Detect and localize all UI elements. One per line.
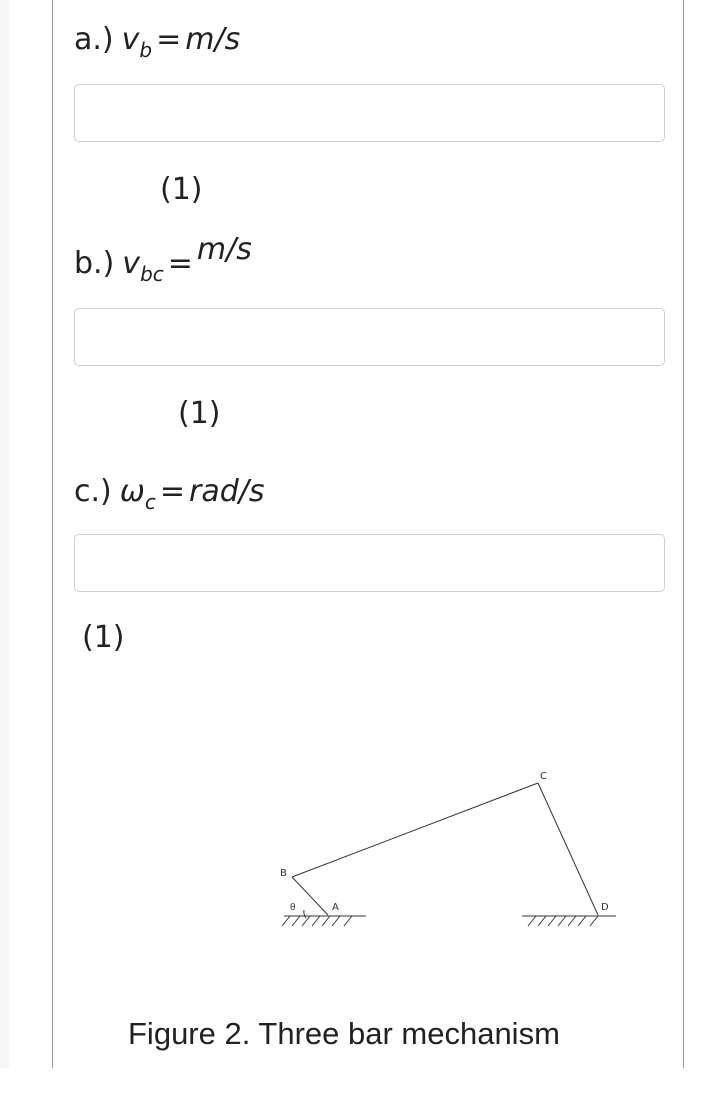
ground-hatch-d <box>528 916 598 926</box>
label-c: C <box>540 771 547 782</box>
variable-subscript: c <box>144 490 156 514</box>
question-label: a.) <box>74 22 114 57</box>
question-a-prompt <box>74 22 241 62</box>
theta-arc <box>304 910 306 918</box>
question-label: b.) <box>74 246 115 281</box>
variable-subscript: b <box>139 38 153 62</box>
ground-hatch-a <box>282 916 352 926</box>
link-bc <box>292 783 538 877</box>
answer-input-b[interactable] <box>74 308 665 366</box>
unit-label: rad/s <box>189 474 265 509</box>
answer-input-c[interactable] <box>74 534 665 592</box>
left-gutter <box>0 0 9 1097</box>
points-label-c: (1) <box>82 620 125 655</box>
label-a: A <box>332 902 339 913</box>
answer-input-a[interactable] <box>74 84 665 142</box>
variable-symbol: v <box>122 246 141 281</box>
label-d: D <box>601 902 609 913</box>
points-label-a: (1) <box>160 172 203 207</box>
question-b-prompt <box>74 232 252 286</box>
variable-subscript: bc <box>140 262 164 286</box>
question-c-prompt <box>74 474 265 514</box>
points-label-b: (1) <box>178 396 221 431</box>
equals-sign: = <box>156 22 182 57</box>
equals-sign: = <box>167 246 193 281</box>
bottom-margin <box>0 1068 708 1097</box>
label-theta: θ <box>290 903 296 913</box>
unit-label: m/s <box>196 232 252 267</box>
unit-label: m/s <box>185 22 241 57</box>
link-ab <box>292 877 328 915</box>
label-b: B <box>280 868 287 879</box>
equals-sign: = <box>159 474 185 509</box>
question-label: c.) <box>74 474 112 509</box>
figure-caption: Figure 2. Three bar mechanism <box>128 1016 560 1051</box>
variable-symbol: ω <box>119 474 145 509</box>
link-cd <box>538 783 598 915</box>
variable-symbol: v <box>121 22 140 57</box>
mechanism-figure <box>270 760 630 950</box>
